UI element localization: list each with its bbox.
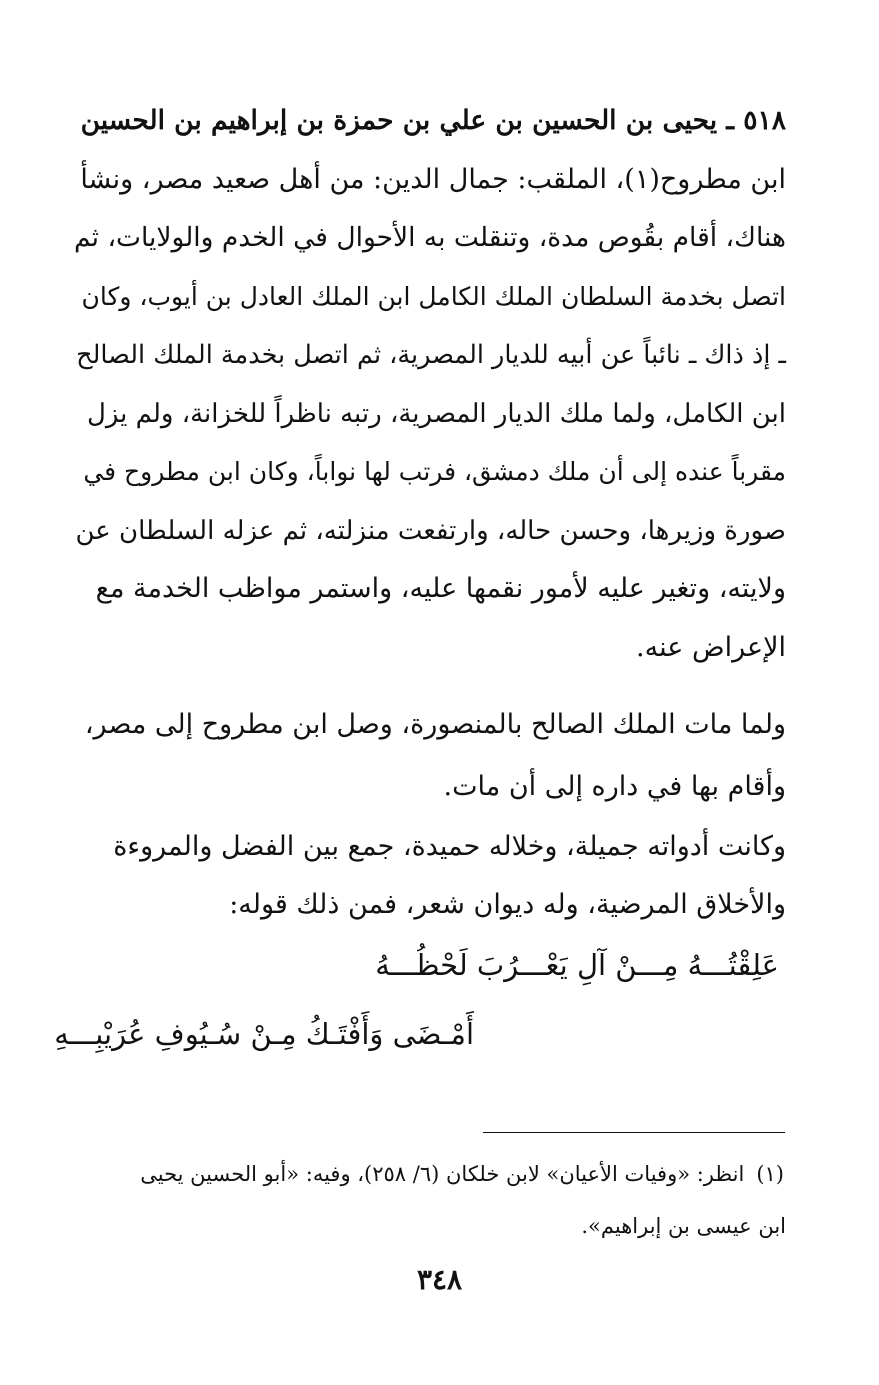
entry-line: مقرباً عنده إلى أن ملك دمشق، فرتب لها نواباً، وكان ابن مطروح في [83,457,786,486]
paragraph-line: ولما مات الملك الصالح بالمنصورة، وصل ابن مطروح إلى مصر، [84,709,786,740]
footnote-line [74,1148,786,1200]
entry-heading-line: ٥١٨ ـ يحيى بن الحسين بن علي بن حمزة بن إبراهيم بن الحسين [80,105,786,136]
footnote [74,1148,786,1252]
entry-line: ـ إذ ذاك ـ نائباً عن أبيه للديار المصرية، ثم اتصل بخدمة الملك الصالح [76,340,786,370]
paragraph-line: وكانت أدواته جميلة، وخلاله حميدة، جمع بين الفضل والمروءة [113,831,786,862]
entry-line: ابن الكامل، ولما ملك الديار المصرية، رتبه ناظراً للخزانة، ولم يزل [86,398,786,429]
entry-line: ابن مطروح(١)، الملقب: جمال الدين: من أهل صعيد مصر، ونشأ [80,163,786,195]
paragraph-character [74,818,786,934]
verse-first-hemistich: عَلِقْتُـــهُ مِـــنْ آلِ يَعْـــرُبَ لَحْظُـــهُ [375,948,779,982]
entry-line: الإعراض عنه. [636,631,786,663]
footnote-text: انظر: «وفيات الأعيان» لابن خلكان (٦/ ٢٥٨)، وفيه: «أبو الحسين يحيى [140,1162,745,1186]
paragraph-line: وأقام بها في داره إلى أن مات. [443,771,786,802]
entry-line: اتصل بخدمة السلطان الملك الكامل ابن الملك العادل بن أيوب، وكان [81,281,786,311]
paragraph-line: والأخلاق المرضية، وله ديوان شعر، فمن ذلك قوله: [229,889,786,920]
entry-line: صورة وزيرها، وحسن حاله، وارتفعت منزلته، ثم عزله السلطان عن [75,515,786,546]
page-number: ٣٤٨ [416,1263,463,1296]
footnote-separator [483,1132,785,1133]
entry-line: هناك، أقام بقُوص مدة، وتنقلت به الأحوال في الخدم والولايات، ثم [74,222,786,253]
verse-second-hemistich: أَمْـضَى وَأَفْتَـكُ مِـنْ سُـيُوفِ عُرَيْبِـــهِ [54,1017,474,1051]
footnote-marker: (١) [756,1162,784,1186]
entry-line: ولايته، وتغير عليه لأمور نقمها عليه، واستمر مواظب الخدمة مع [95,573,786,604]
biography-entry [74,92,786,677]
footnote-line: ابن عيسى بن إبراهيم». [581,1214,786,1238]
paragraph-death [74,694,786,818]
